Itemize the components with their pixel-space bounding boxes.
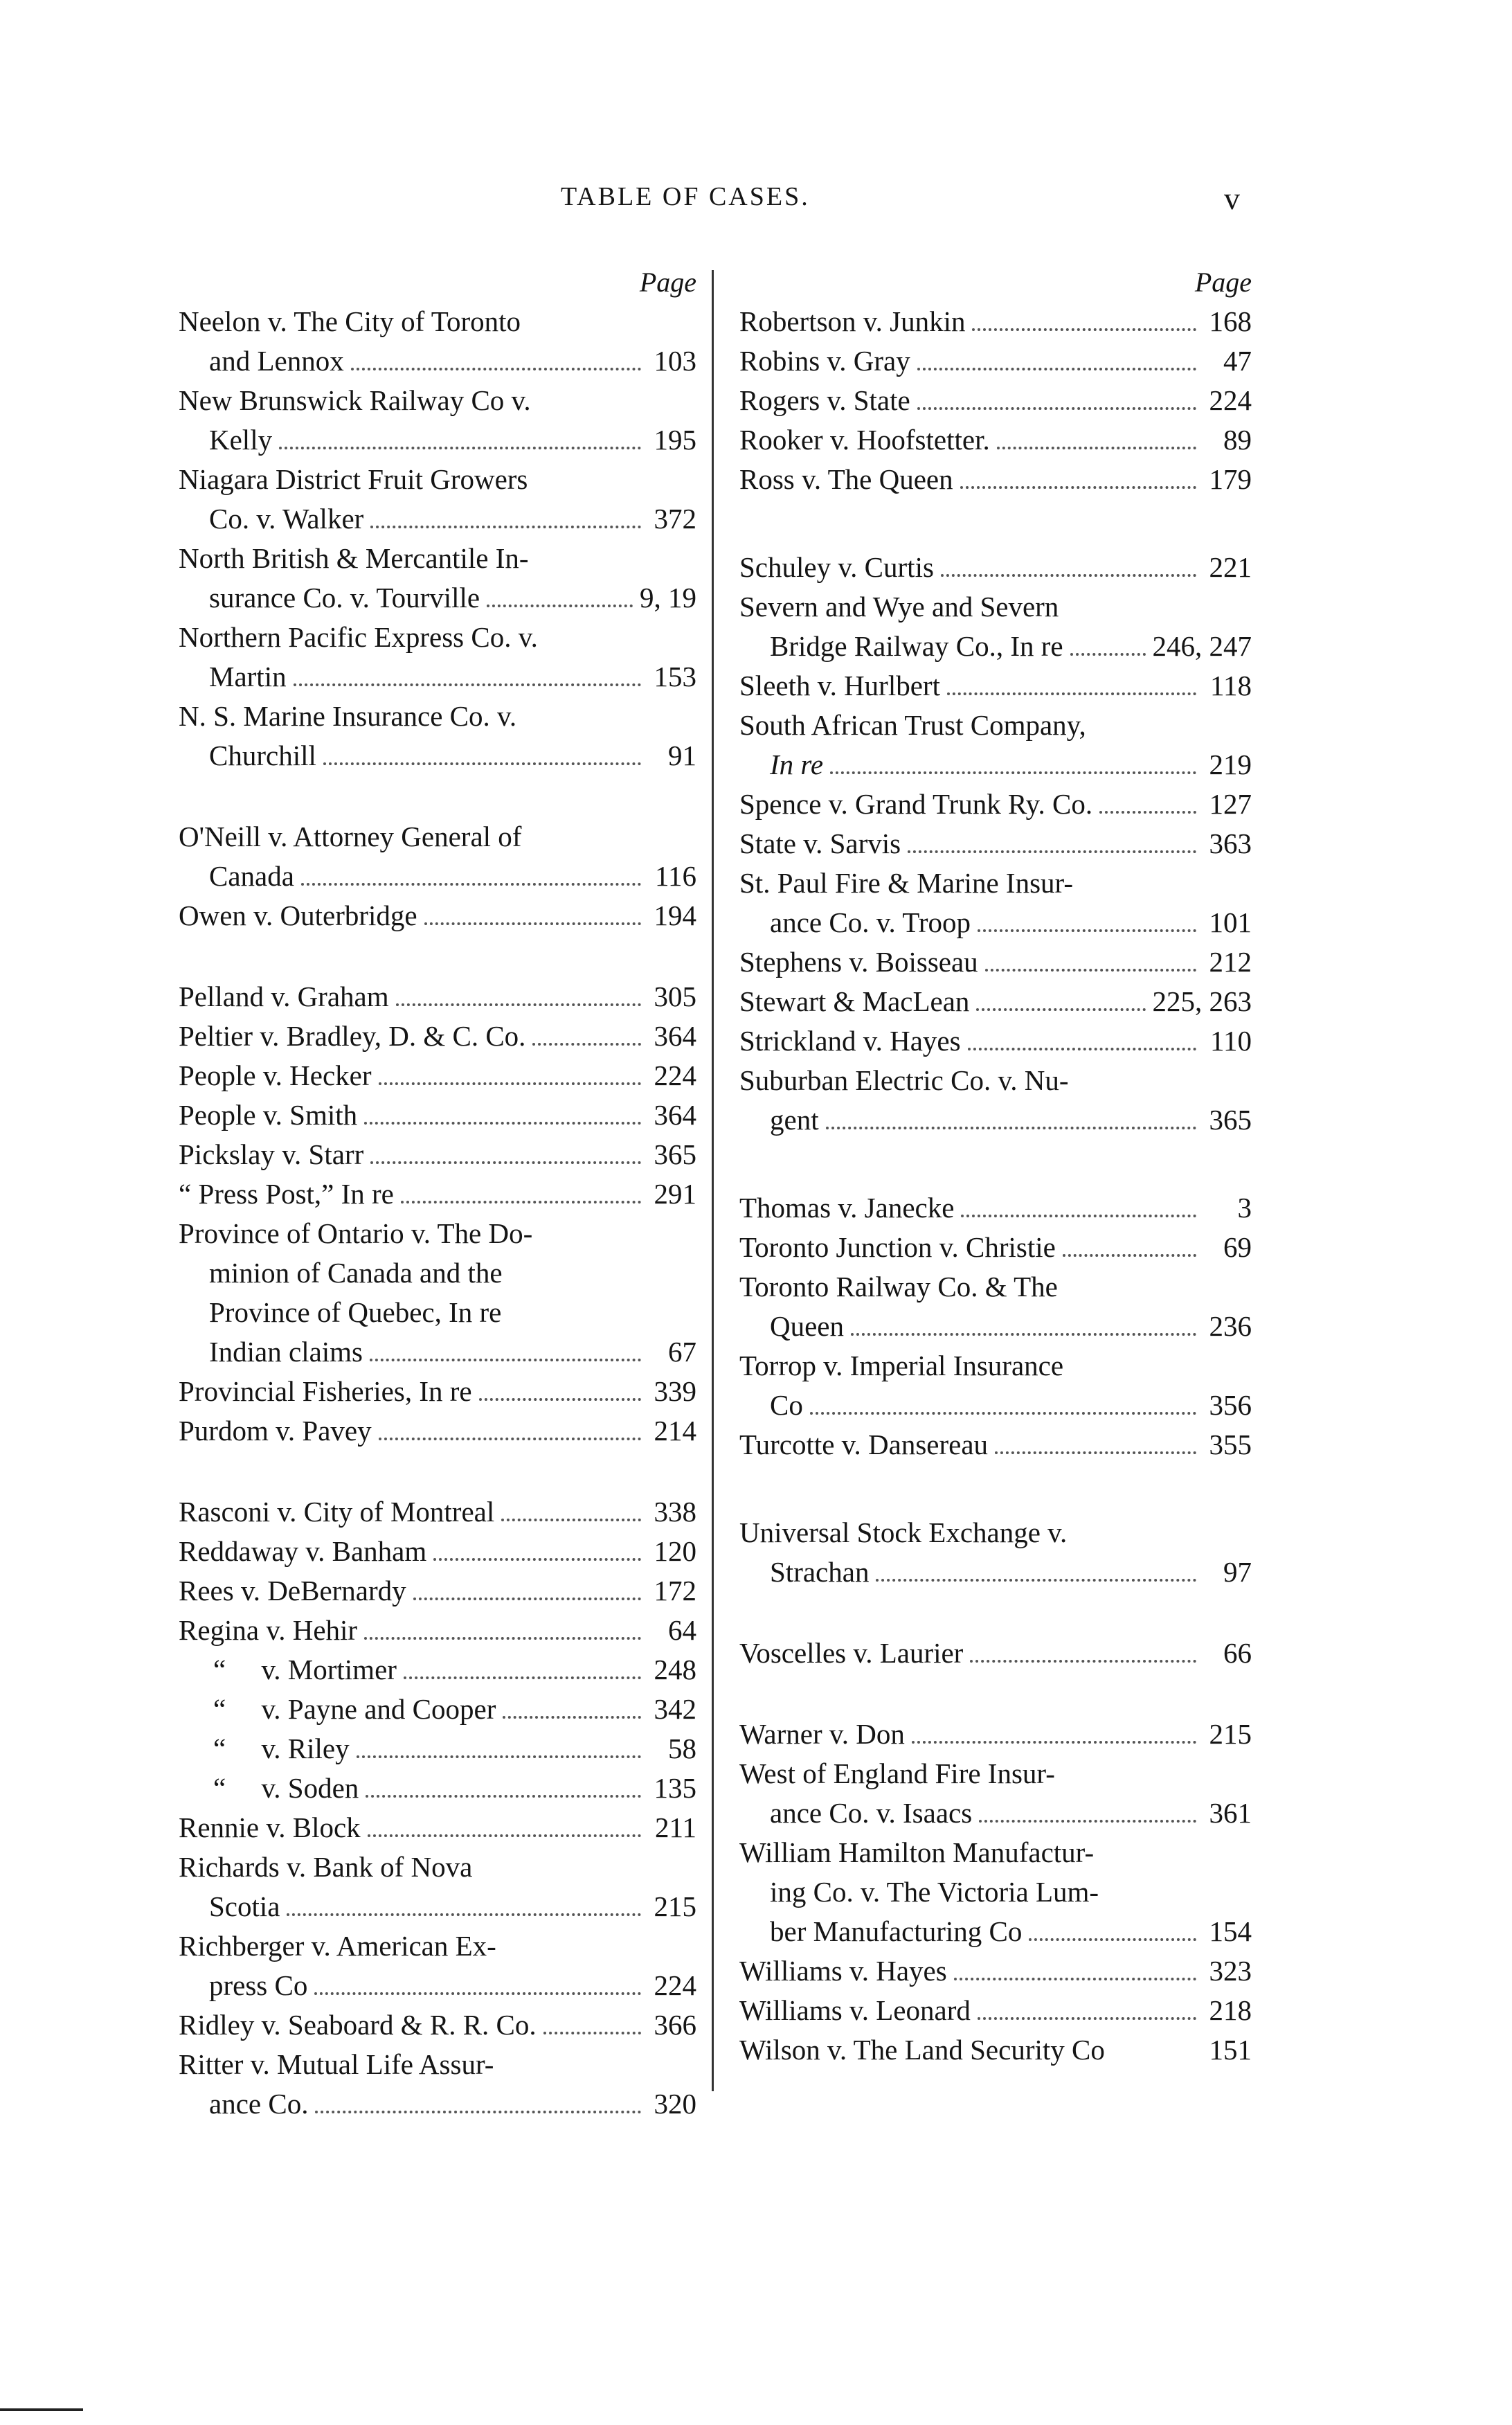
page-reference: 219 [1209,749,1252,780]
case-entry [179,1056,696,1095]
page-reference: 110 [1210,1025,1252,1057]
case-title-last-line: Reddaway v. Banham [179,1535,427,1567]
case-title-last-line: ance Co. v. Isaacs [770,1797,973,1829]
page-reference: 365 [1209,1104,1252,1136]
letter-gap [739,499,1252,548]
page-reference: 342 [654,1693,696,1725]
dot-leader [370,526,641,528]
page-reference: 225, 263 [1152,985,1252,1017]
case-entry [739,460,1252,499]
case-title-line: West of England Fire Insur- [739,1757,1055,1789]
case-title-line: Niagara District Fruit Growers [179,463,528,495]
case-title-last-line: and Lennox [209,345,344,377]
case-title-last-line: Strachan [770,1556,870,1588]
case-title-last-line: Pelland v. Graham [179,981,389,1012]
dot-leader [968,1048,1196,1050]
case-title-last-line: Co [770,1389,803,1421]
dot-leader [830,771,1196,774]
case-title-line: South African Trust Company, [739,709,1086,741]
case-title-last-line: ance Co. v. Troop [770,906,971,938]
page-reference: 291 [654,1178,696,1210]
case-entry [739,1188,1252,1228]
case-entry [179,1411,696,1451]
case-title-last-line: Robins v. Gray [739,345,910,377]
page-reference: 361 [1209,1797,1252,1829]
case-title-last-line: Churchill [209,740,316,771]
letter-gap [739,1673,1252,1715]
case-title-last-line: Warner v. Don [739,1718,905,1750]
dot-leader [479,1398,641,1401]
case-entry [179,302,696,381]
dot-leader [876,1579,1196,1582]
case-title-last-line: Martin [209,661,287,692]
page-reference: 215 [1209,1718,1252,1750]
dot-leader [1029,1938,1196,1941]
case-title-last-line: Rooker v. Hoofstetter. [739,424,990,456]
case-entry [739,785,1252,824]
case-entry [179,2005,696,2045]
dot-leader [379,1438,641,1440]
case-title-line: minion of Canada and the [209,1257,503,1289]
letter-gap [739,1465,1252,1513]
dot-leader [970,1660,1196,1663]
case-entry [739,548,1252,587]
case-title-last-line: Kelly [209,424,273,456]
case-title-last-line: Rennie v. Block [179,1811,361,1843]
case-entry [179,1847,696,1926]
dot-leader [370,1161,641,1164]
case-title-last-line: Voscelles v. Laurier [739,1637,964,1669]
page-reference: 338 [654,1496,696,1528]
dot-leader [279,447,641,449]
page-reference: 151 [1209,2034,1252,2066]
page-reference: 224 [1209,384,1252,416]
case-entry [179,1769,696,1808]
case-title-last-line: Wilson v. The Land Security Co [739,2034,1105,2066]
case-title-last-line: “ v. Soden [213,1772,359,1804]
dot-leader [912,1741,1196,1744]
page-reference: 224 [654,1969,696,2001]
case-title-last-line: Williams v. Leonard [739,1994,971,2026]
case-title-line: Province of Quebec, In re [209,1296,502,1328]
dot-leader [294,683,641,686]
case-title-line: O'Neill v. Attorney General of [179,821,522,852]
case-title-last-line: Rasconi v. City of Montreal [179,1496,495,1528]
page-reference: 67 [668,1336,696,1368]
case-title-last-line: Indian claims [209,1336,363,1368]
case-entry [179,1650,696,1690]
case-entry [739,824,1252,863]
case-entry [739,341,1252,381]
case-title-last-line: State v. Sarvis [739,827,901,859]
dot-leader [351,368,641,370]
case-entry [739,942,1252,982]
case-title-last-line: surance Co. v. Tourville [209,582,480,614]
dot-leader [396,1003,641,1006]
dot-leader [979,1820,1196,1823]
case-entry [739,1267,1252,1346]
case-title-last-line: Ross v. The Queen [739,463,953,495]
case-entry [739,1346,1252,1425]
case-title-last-line: Queen [770,1310,845,1342]
page-reference: 103 [654,345,696,377]
case-title-line: Universal Stock Exchange v. [739,1516,1068,1548]
case-entry [179,977,696,1017]
case-title-last-line: Pickslay v. Starr [179,1138,364,1170]
case-title-last-line: People v. Hecker [179,1059,372,1091]
case-entry [739,1061,1252,1140]
case-title-line: Suburban Electric Co. v. Nu- [739,1064,1069,1096]
case-title-line: Severn and Wye and Severn [739,591,1059,623]
page-reference: 236 [1209,1310,1252,1342]
dot-leader [1099,811,1196,814]
page-reference: 120 [654,1535,696,1567]
dot-leader [810,1412,1196,1415]
case-entry [179,1492,696,1532]
dot-leader [978,2017,1196,2020]
page-reference: 212 [1209,946,1252,978]
case-entry [739,1425,1252,1465]
case-list-right [739,302,1252,2070]
case-entry [739,1833,1252,1951]
case-entry [739,666,1252,706]
letter-gap [739,1592,1252,1634]
case-title-line: Northern Pacific Express Co. v. [179,621,538,653]
case-entry [179,2045,696,2124]
page-reference: 3 [1237,1192,1252,1224]
case-title-last-line: Turcotte v. Dansereau [739,1429,989,1460]
running-header [0,181,1512,223]
case-title-last-line: Rees v. DeBernardy [179,1575,406,1607]
case-entry [179,460,696,539]
case-title-line: N. S. Marine Insurance Co. v. [179,700,517,732]
dot-leader [908,850,1196,853]
dot-leader [433,1558,641,1561]
case-title-last-line: Stewart & MacLean [739,985,970,1017]
page-reference: 195 [654,424,696,456]
page-reference: 118 [1210,670,1252,701]
letter-gap [739,1140,1252,1188]
case-title-last-line: Regina v. Hehir [179,1614,358,1646]
case-entry [739,381,1252,420]
case-entry [179,539,696,618]
case-title-line: Neelon v. The City of Toronto [179,305,521,337]
page-reference: 215 [654,1890,696,1922]
case-title-last-line: “ v. Mortimer [213,1654,397,1685]
letter-gap [179,1451,696,1492]
page-reference: 363 [1209,827,1252,859]
page-reference: 364 [654,1020,696,1052]
dot-leader [543,2032,641,2034]
page-reference: 168 [1209,305,1252,337]
dot-leader [424,922,641,925]
dot-leader [364,1122,641,1125]
page-title: TABLE OF CASES. [561,182,810,211]
case-title-line: Richards v. Bank of Nova [179,1851,473,1883]
case-title-last-line: Purdom v. Pavey [179,1415,372,1447]
dot-leader [985,969,1196,972]
case-entry [739,2030,1252,2070]
case-entry [179,1017,696,1056]
case-title-last-line: Robertson v. Junkin [739,305,966,337]
case-title-line: New Brunswick Railway Co v. [179,384,531,416]
case-title-last-line: ber Manufacturing Co [770,1915,1023,1947]
case-title-last-line: Canada [209,860,294,892]
case-entry [179,1611,696,1650]
case-entry [179,1808,696,1847]
dot-leader [501,1519,641,1521]
page-reference: 172 [654,1575,696,1607]
case-list-left [179,302,696,2124]
page-reference: 339 [654,1375,696,1407]
letter-gap [179,936,696,977]
page-reference: 154 [1209,1915,1252,1947]
page-reference: 66 [1223,1637,1252,1669]
case-title-last-line: In re [770,749,824,780]
case-entry [739,1021,1252,1061]
dot-leader [997,447,1196,449]
dot-leader [357,1755,641,1758]
page-reference: 89 [1223,424,1252,456]
case-entry [179,1532,696,1571]
case-entry [179,697,696,776]
page-reference: 214 [654,1415,696,1447]
case-entry [739,1513,1252,1592]
dot-leader [315,2111,641,2113]
case-title-line: Richberger v. American Ex- [179,1930,496,1962]
page-number: v [1224,181,1240,216]
case-title-last-line: Spence v. Grand Trunk Ry. Co. [739,788,1093,820]
page-reference: 194 [654,900,696,931]
case-title-last-line: Owen v. Outerbridge [179,900,417,931]
case-entry [179,1135,696,1174]
case-entry [179,1372,696,1411]
case-title-last-line: Thomas v. Janecke [739,1192,955,1224]
case-title-last-line: Strickland v. Hayes [739,1025,961,1057]
letter-gap [179,776,696,817]
case-entry [739,587,1252,666]
dot-leader [954,1978,1196,1980]
case-title-last-line: “ Press Post,” In re [179,1178,394,1210]
case-title-last-line: Toronto Junction v. Christie [739,1231,1056,1263]
case-title-last-line: “ v. Payne and Cooper [213,1693,496,1725]
page-reference: 366 [654,2009,696,2041]
page-reference: 135 [654,1772,696,1804]
right-column [739,263,1252,2070]
case-entry [739,1951,1252,1991]
page-reference: 355 [1209,1429,1252,1460]
case-entry [739,420,1252,460]
case-title-line: St. Paul Fire & Marine Insur- [739,867,1074,899]
case-title-line: North British & Mercantile In- [179,542,529,574]
page-reference: 305 [654,981,696,1012]
dot-leader [961,1215,1196,1217]
case-title-line: William Hamilton Manufactur- [739,1836,1095,1868]
page-reference: 47 [1223,345,1252,377]
dot-leader [368,1834,641,1837]
page-reference: 364 [654,1099,696,1131]
case-entry [179,1095,696,1135]
dot-leader [503,1716,641,1719]
dot-leader [323,762,641,765]
page-reference: 64 [668,1614,696,1646]
case-entry [739,1715,1252,1754]
case-title-last-line: Schuley v. Curtis [739,551,934,583]
dot-leader [917,368,1196,370]
page-reference: 323 [1209,1955,1252,1987]
case-title-last-line: “ v. Riley [213,1733,350,1764]
page-reference: 224 [654,1059,696,1091]
case-title-last-line: gent [770,1104,819,1136]
case-title-last-line: press Co [209,1969,308,2001]
case-title-last-line: Provincial Fisheries, In re [179,1375,472,1407]
left-column [179,263,696,2124]
case-title-last-line: Ridley v. Seaboard & R. R. Co. [179,2009,537,2041]
dot-leader [978,929,1196,932]
case-entry [179,1174,696,1214]
dot-leader [413,1598,641,1600]
dot-leader [364,1637,641,1640]
dot-leader [301,883,641,886]
page-reference: 9, 19 [640,582,696,614]
case-entry [739,1991,1252,2030]
case-title-last-line: Bridge Railway Co., In re [770,630,1063,662]
case-title-line: Ritter v. Mutual Life Assur- [179,2048,494,2080]
case-entry [739,1754,1252,1833]
page-reference: 116 [655,860,696,892]
case-entry [179,896,696,936]
case-title-last-line: Sleeth v. Hurlbert [739,670,940,701]
dot-leader [995,1451,1196,1454]
page-reference: 221 [1209,551,1252,583]
case-entry [179,1926,696,2005]
case-entry [179,1690,696,1729]
case-title-last-line: Scotia [209,1890,280,1922]
case-entry [739,706,1252,785]
dot-leader [532,1043,641,1046]
page-reference: 101 [1209,906,1252,938]
page-reference: 218 [1209,1994,1252,2026]
case-title-last-line: Co. v. Walker [209,503,364,535]
dot-leader [287,1913,641,1916]
dot-leader [976,1008,1145,1011]
case-entry [179,1729,696,1769]
dot-leader [851,1333,1196,1336]
dot-leader [404,1676,641,1679]
dot-leader [960,486,1196,489]
page-reference: 246, 247 [1152,630,1252,662]
page-reference: 97 [1223,1556,1252,1588]
case-entry [739,1634,1252,1673]
dot-leader [972,328,1196,331]
page-reference: 127 [1209,788,1252,820]
case-title-last-line: Rogers v. State [739,384,910,416]
page-reference: 320 [654,2088,696,2120]
case-entry [179,1214,696,1372]
case-title-last-line: ance Co. [209,2088,309,2120]
page-reference: 179 [1209,463,1252,495]
page-reference: 69 [1223,1231,1252,1263]
page-reference: 356 [1209,1389,1252,1421]
case-entry [179,618,696,697]
column-divider [712,270,714,2091]
case-title-line: ing Co. v. The Victoria Lum- [770,1876,1099,1908]
case-entry [739,1228,1252,1267]
case-title-last-line: Williams v. Hayes [739,1955,947,1987]
dot-leader [1070,653,1146,656]
case-title-last-line: Stephens v. Boisseau [739,946,978,978]
case-entry [739,863,1252,942]
dot-leader [941,574,1196,577]
case-entry [739,982,1252,1021]
page-reference: 153 [654,661,696,692]
case-entry [179,381,696,460]
case-entry [739,302,1252,341]
case-title-line: Toronto Railway Co. & The [739,1271,1058,1303]
page-column-label: Page [639,267,696,298]
page-reference: 211 [655,1811,696,1843]
dot-leader [370,1359,641,1361]
page-reference: 91 [668,740,696,771]
case-title-last-line: Peltier v. Bradley, D. & C. Co. [179,1020,526,1052]
dot-leader [487,605,633,607]
dot-leader [366,1795,641,1798]
case-entry [179,817,696,896]
dot-leader [826,1127,1196,1129]
page-reference: 365 [654,1138,696,1170]
dot-leader [379,1082,641,1085]
page-reference: 372 [654,503,696,535]
page-reference: 248 [654,1654,696,1685]
page-column-label: Page [1194,267,1252,298]
dot-leader [314,1992,641,1995]
page-reference: 58 [668,1733,696,1764]
dot-leader [917,407,1196,410]
dot-leader [401,1201,641,1203]
scan-edge-mark [0,2408,83,2411]
case-title-line: Torrop v. Imperial Insurance [739,1350,1064,1381]
dot-leader [947,692,1196,695]
case-title-last-line: People v. Smith [179,1099,358,1131]
case-title-line: Province of Ontario v. The Do- [179,1217,533,1249]
case-entry [179,1571,696,1611]
dot-leader [1063,1254,1196,1257]
